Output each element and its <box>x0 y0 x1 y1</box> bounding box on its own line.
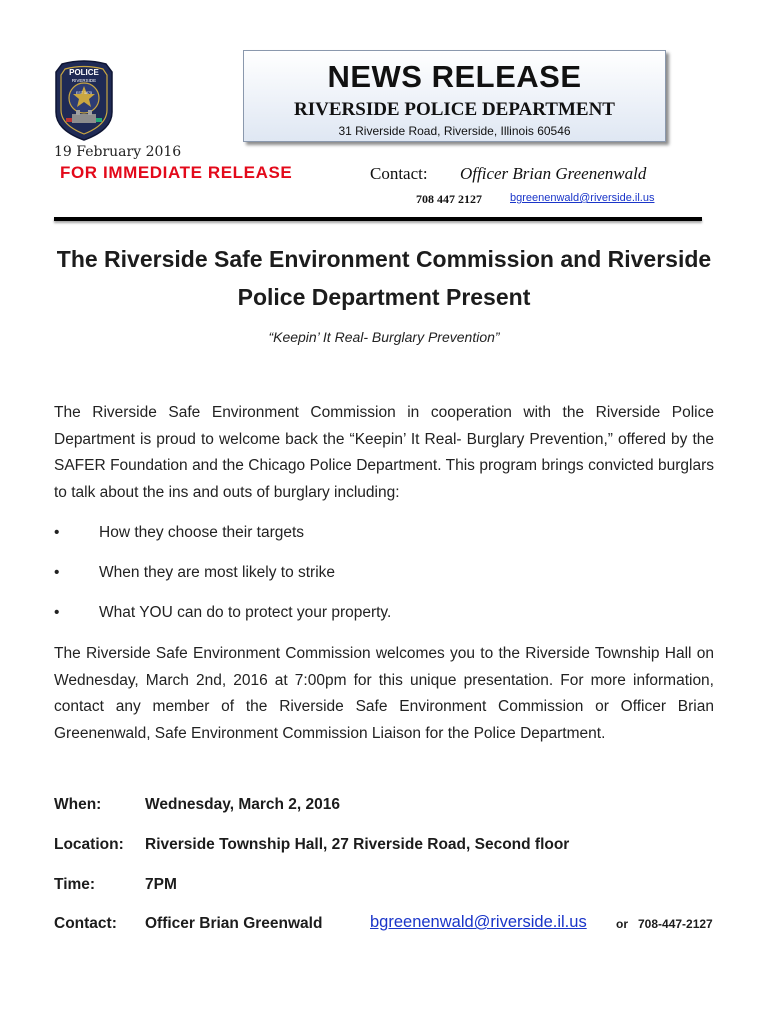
badge-mid-text: RIVERSIDE <box>71 78 97 83</box>
contact-email-link[interactable]: bgreenenwald@riverside.il.us <box>510 192 655 204</box>
contact-row-email-link[interactable]: bgreenenwald@riverside.il.us <box>370 913 587 931</box>
contact-label: Contact: <box>370 164 428 183</box>
department-address: 31 Riverside Road, Riverside, Illinois 60546 <box>338 124 571 138</box>
when-value: Wednesday, March 2, 2016 <box>145 796 340 813</box>
list-item-text: What YOU can do to protect your property. <box>99 604 392 621</box>
contact-row-or: or <box>616 917 628 931</box>
intro-paragraph: The Riverside Safe Environment Commission in cooperation with the Riverside Police Department is proud to welcome back the “Keepin’ It Real- Burglary Prevention,” offered by the SAFER Foundation and the Chicago Police Department. This program brings convicted burglars to talk about the ins and outs of burglary including: <box>54 404 714 501</box>
police-badge-icon <box>52 60 116 142</box>
list-item <box>54 524 304 542</box>
time-value: 7PM <box>145 876 177 893</box>
headline-line-1: The Riverside Safe Environment Commission and Riverside <box>56 246 712 272</box>
header-divider <box>54 217 702 221</box>
bullet-icon: • <box>54 564 60 581</box>
details-paragraph: The Riverside Safe Environment Commission welcomes you to the Riverside Township Hall on Wednesday, March 2nd, 2016 at 7:00pm for this unique presentation. For more information, contact any member of the Riverside Safe Environment Commission or Officer Brian Greenenwald, Safe Environment Commission Liaison for the Police Department. <box>54 645 714 742</box>
list-item <box>54 564 335 582</box>
news-release-header <box>243 50 666 142</box>
headline-line-2: Police Department Present <box>237 284 531 310</box>
bullet-icon: • <box>54 524 60 541</box>
contact-row-label: Contact: <box>54 915 117 932</box>
news-release-title: NEWS RELEASE <box>327 59 582 94</box>
immediate-release-label: FOR IMMEDIATE RELEASE <box>60 163 293 182</box>
list-item <box>54 604 391 622</box>
contact-phone: 708 447 2127 <box>416 192 482 206</box>
location-label: Location: <box>54 836 124 853</box>
department-name: RIVERSIDE POLICE DEPARTMENT <box>294 99 615 120</box>
list-item-text: When they are most likely to strike <box>99 564 336 581</box>
police-badge-logo <box>52 60 116 142</box>
badge-top-text: POLICE <box>69 68 99 77</box>
location-value: Riverside Township Hall, 27 Riverside Road, Second floor <box>145 836 570 853</box>
list-item-text: How they choose their targets <box>99 524 305 541</box>
contact-name: Officer Brian Greenenwald <box>460 164 647 183</box>
bullet-icon: • <box>54 604 60 621</box>
badge-est-text: EST 1875 <box>76 91 92 95</box>
time-label: Time: <box>54 876 96 893</box>
contact-row-value: Officer Brian Greenwald <box>145 915 323 932</box>
release-date: 19 February 2016 <box>54 144 182 160</box>
headline <box>40 240 728 316</box>
program-subtitle: “Keepin’ It Real- Burglary Prevention” <box>268 329 500 345</box>
when-label: When: <box>54 796 102 813</box>
contact-row-phone: 708-447-2127 <box>638 917 713 931</box>
